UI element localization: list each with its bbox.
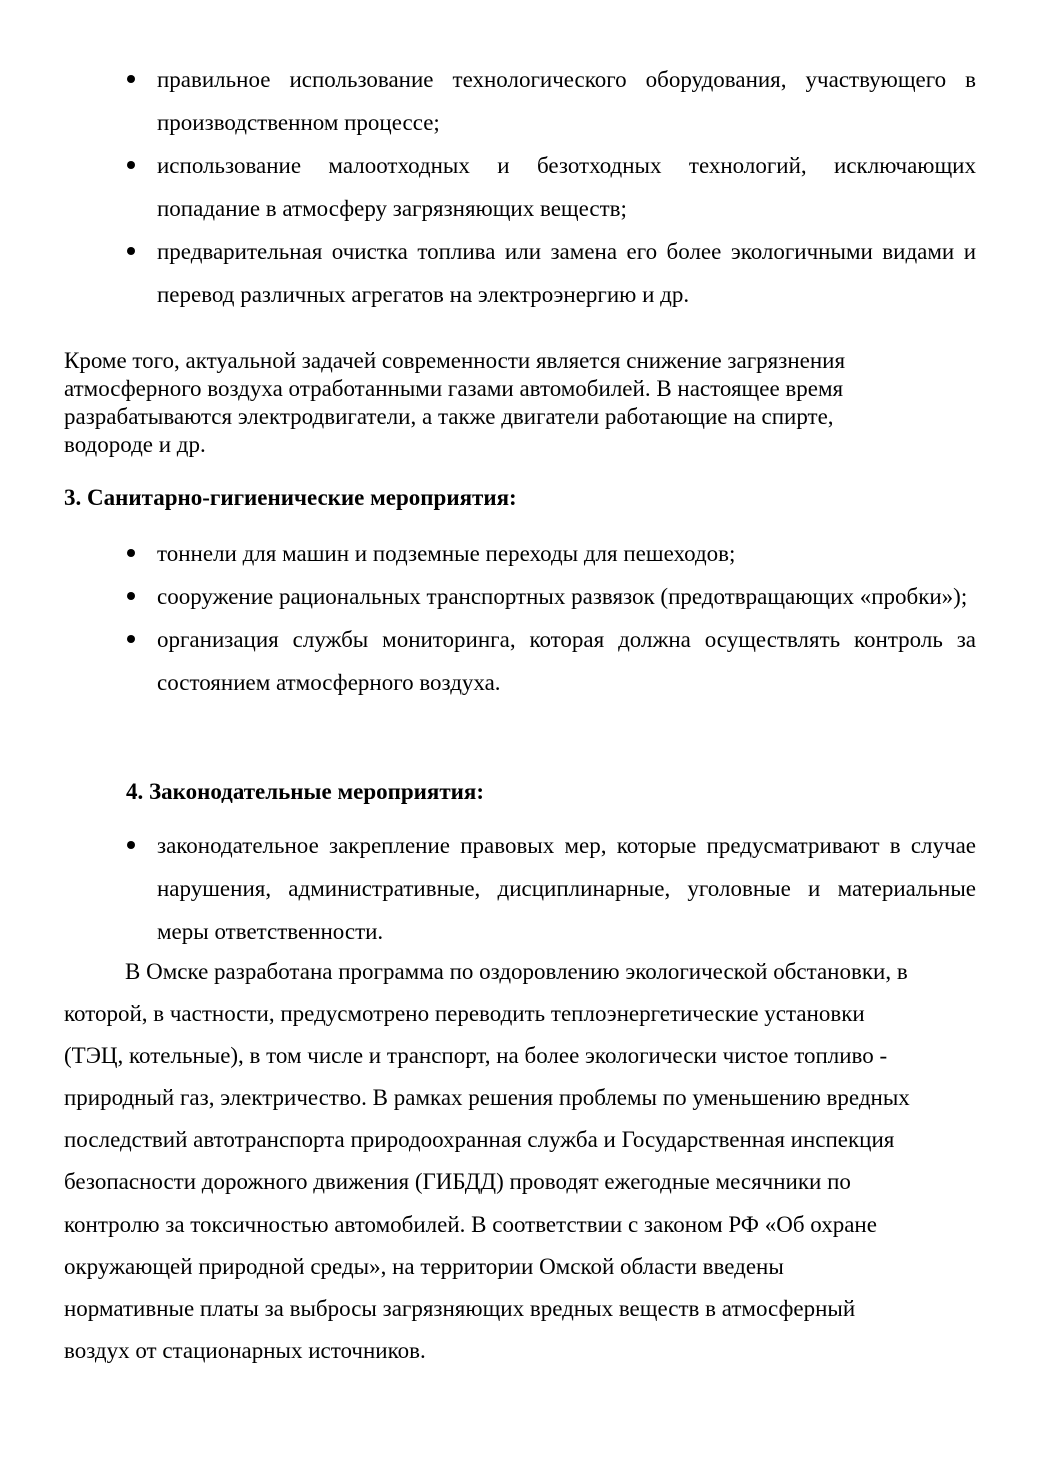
bullet-list-sanitary [0, 532, 1039, 704]
paragraph-omsk-program [64, 951, 976, 1372]
list-item [0, 144, 976, 230]
bullet-list-measures [0, 58, 1039, 316]
list-item [0, 575, 976, 618]
list-item [0, 824, 976, 953]
list-item-text: тоннели для машин и подземные переходы для пешеходов; [157, 541, 736, 566]
text-line: контролю за токсичностью автомобилей. В соответствии с законом РФ «Об охране [64, 1211, 877, 1237]
bullet-icon [124, 824, 138, 867]
list-item-text: организация службы мониторинга, которая должна осуществлять контроль за состоянием атмосферного воздуха. [157, 627, 976, 695]
list-item-text: законодательное закрепление правовых мер, которые предусматривают в случае нарушения, административные, дисциплинарные, уголовные и материальные меры ответственности. [157, 833, 976, 944]
bullet-list-legislative [0, 824, 1039, 953]
list-item [0, 58, 976, 144]
list-item [0, 230, 976, 316]
text-line: воздух от стационарных источников. [64, 1337, 426, 1363]
section-heading-sanitary: 3. Санитарно-гигиенические мероприятия: [64, 485, 517, 510]
text-line: которой, в частности, предусмотрено переводить теплоэнергетические установки [64, 1001, 865, 1027]
text-line: разрабатываются электродвигатели, а также двигатели работающие на спирте, [64, 404, 834, 429]
text-line: атмосферного воздуха отработанными газами автомобилей. В настоящее время [64, 376, 844, 401]
list-item-text: правильное использование технологического оборудования, участвующего в производственном процессе; [157, 67, 976, 135]
text-line: природный газ, электричество. В рамках решения проблемы по уменьшению вредных [64, 1085, 910, 1111]
list-item [0, 618, 976, 704]
bullet-icon [124, 575, 138, 618]
bullet-icon [124, 532, 138, 575]
text-line: водороде и др. [64, 432, 206, 457]
list-item-text: использование малоотходных и безотходных технологий, исключающих попадание в атмосферу загрязняющих веществ; [157, 153, 976, 221]
bullet-icon [124, 144, 138, 187]
bullet-icon [124, 58, 138, 101]
text-line: последствий автотранспорта природоохранная служба и Государственная инспекция [64, 1127, 895, 1153]
text-line: (ТЭЦ, котельные), в том числе и транспорт, на более экологически чистое топливо - [64, 1043, 888, 1069]
bullet-icon [124, 618, 138, 661]
section-heading-legislative: 4. Законодательные мероприятия: [126, 779, 485, 804]
text-line: окружающей природной среды», на территории Омской области введены [64, 1253, 784, 1279]
paragraph-vehicle-pollution [64, 347, 924, 459]
bullet-icon [124, 230, 138, 273]
list-item-text: сооружение рациональных транспортных развязок (предотвращающих «пробки»); [157, 584, 968, 609]
text-line: безопасности дорожного движения (ГИБДД) проводят ежегодные месячники по [64, 1169, 851, 1195]
list-item [0, 532, 976, 575]
list-item-text: предварительная очистка топлива или замена его более экологичными видами и перевод различных агрегатов на электроэнергию и др. [157, 239, 976, 307]
text-line: нормативные платы за выбросы загрязняющих вредных веществ в атмосферный [64, 1295, 856, 1321]
text-line: Кроме того, актуальной задачей современности является снижение загрязнения [64, 348, 846, 373]
text-line: В Омске разработана программа по оздоровлению экологической обстановки, в [125, 959, 908, 984]
